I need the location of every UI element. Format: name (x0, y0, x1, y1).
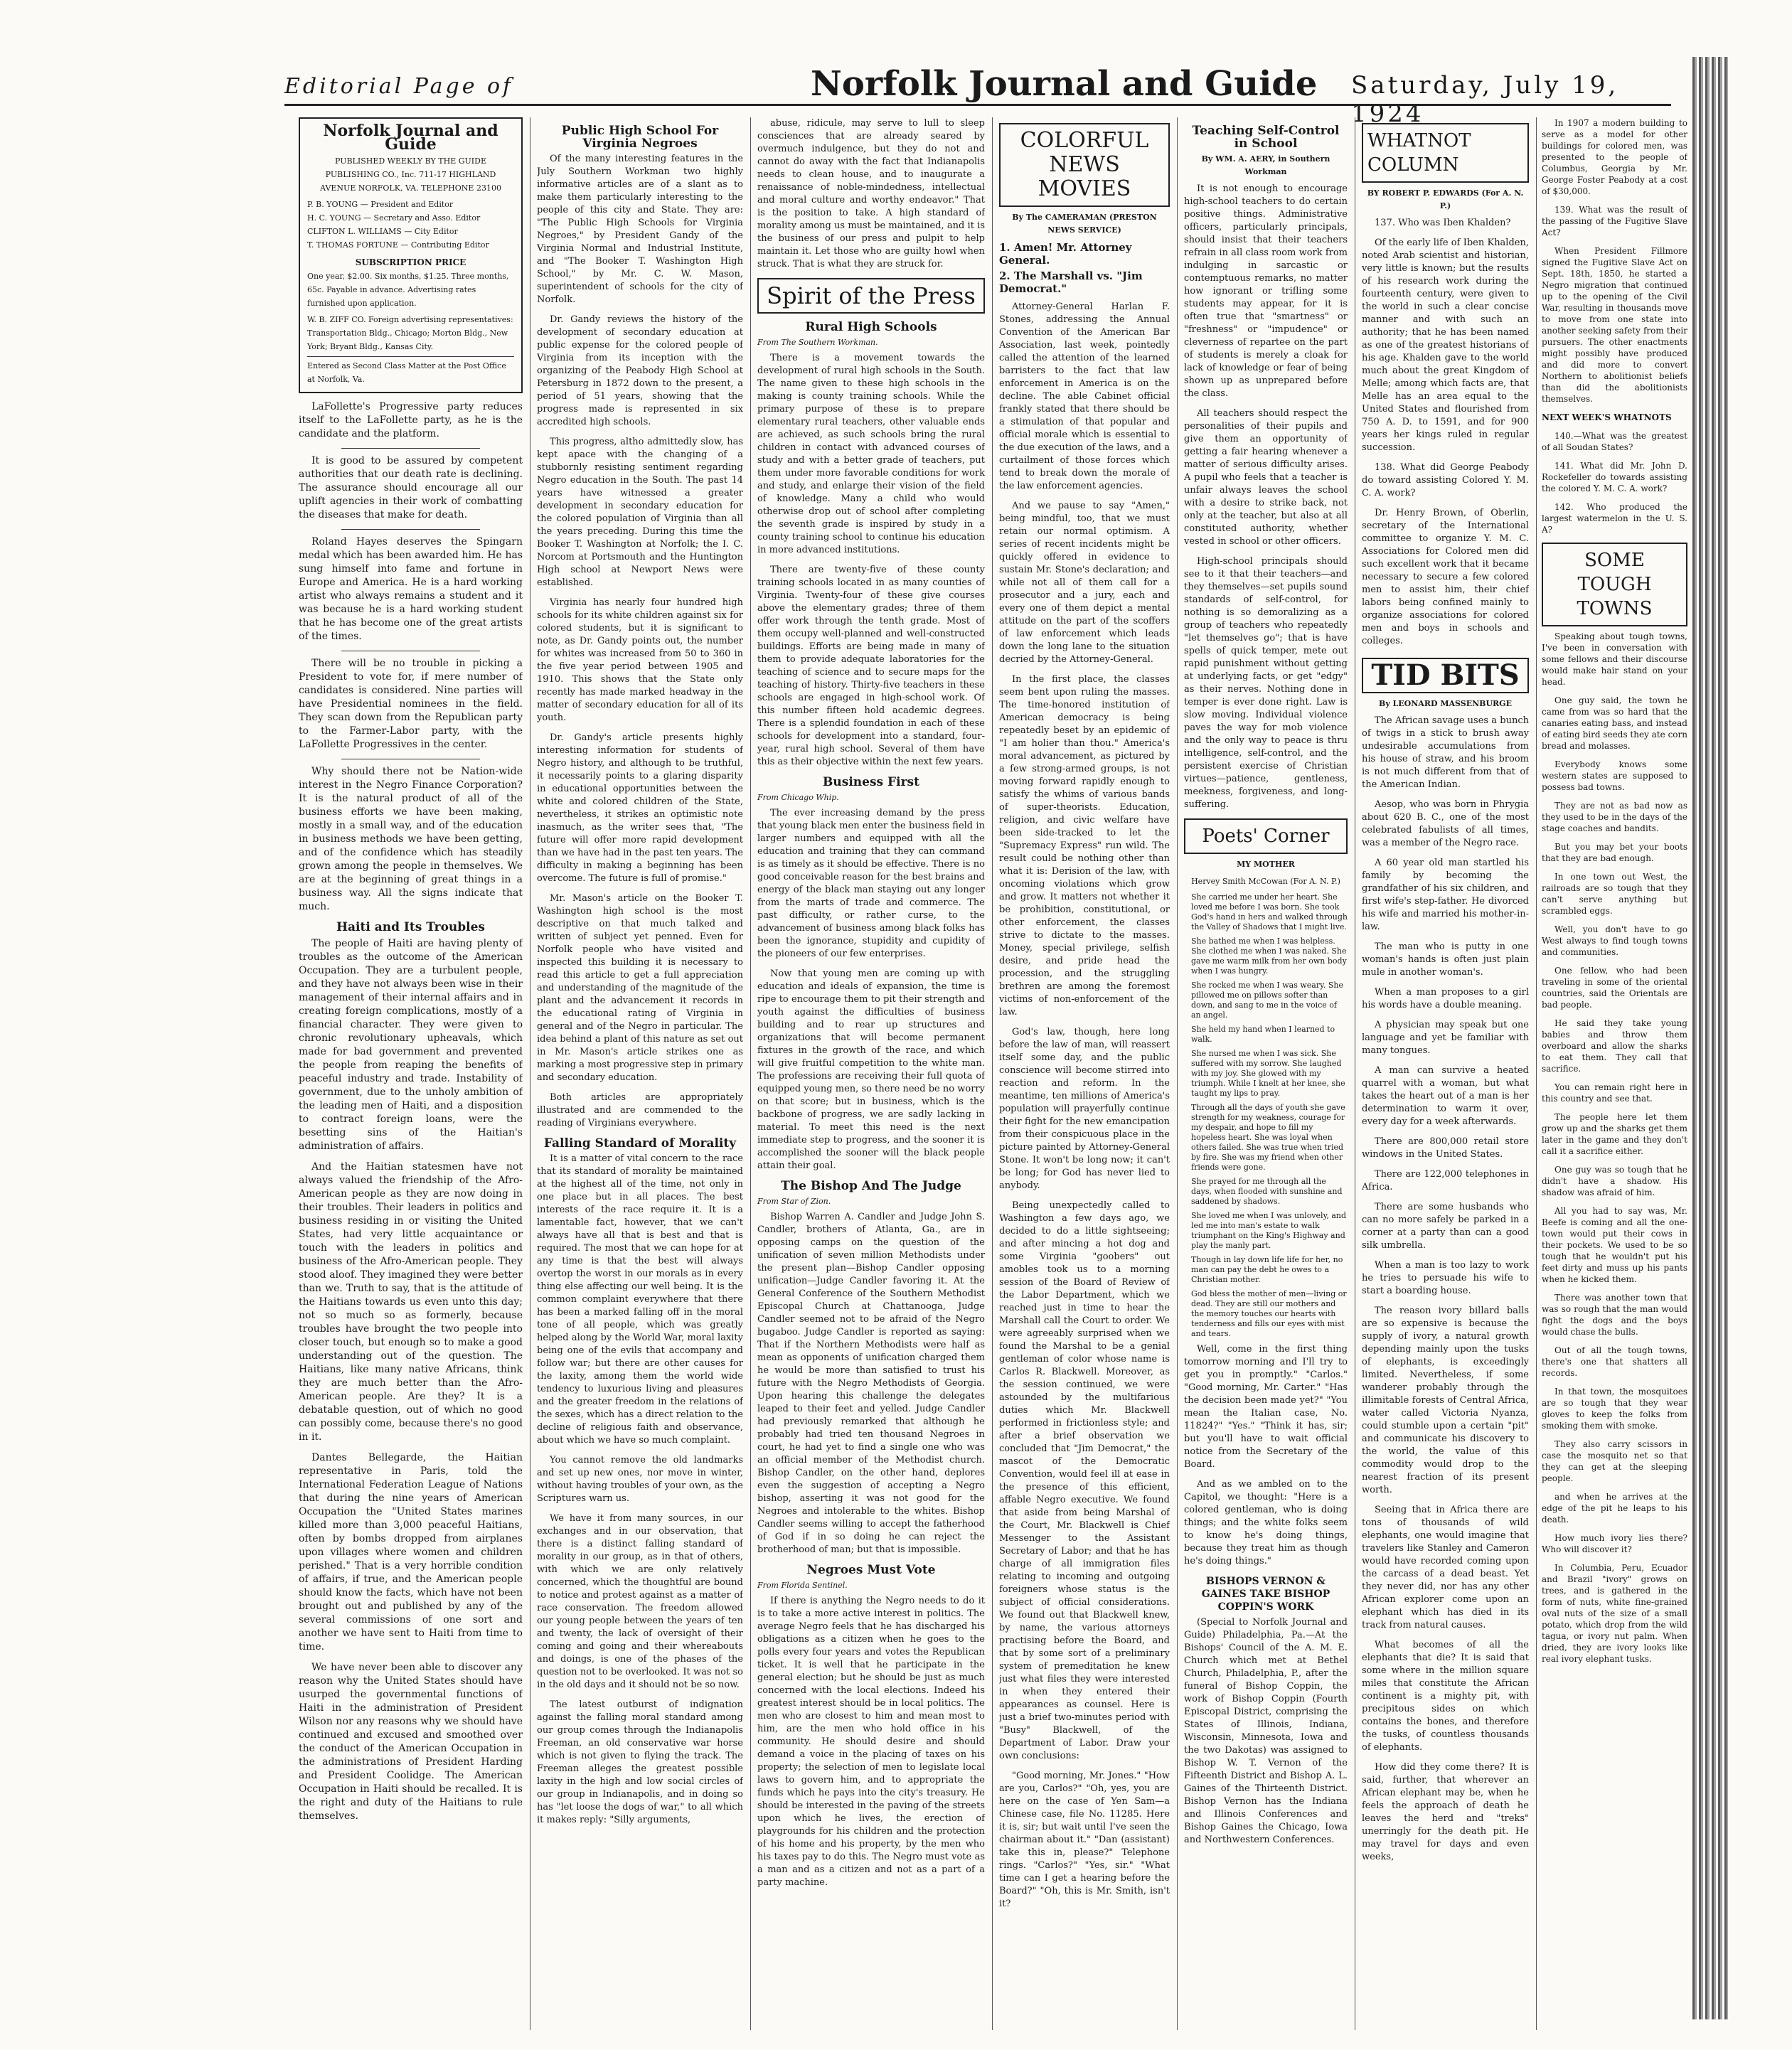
nameplate: Norfolk Journal and Guide (323, 122, 498, 154)
tidbit: How did they come there? It is said, further, that wherever an African elephant may be, when he feels the approach of death he leaves the herd and "treks" unerringly for the death pit. He may travel for days and even weeks, (1362, 1762, 1529, 1862)
column-rule (750, 117, 751, 2030)
masthead (284, 60, 1671, 128)
poem-body (1191, 892, 1348, 1339)
article-paragraph: In 1907 a modern building to serve as a model for other buildings for colored men, was presented to the people of Columbus, Georgia by Mr. George Foster Peabody at a cost of $30,000. (1542, 118, 1687, 196)
article-paragraph: Out of all the tough towns, there's one that shatters all records. (1542, 1345, 1687, 1378)
column-rule (1177, 117, 1178, 2030)
editorial-paragraph: Roland Hayes deserves the Spingarn medal which has been awarded him. He has sung himself into fame and fortune in Europe and America. He is a hard working artist who always remains a student and it was because he is a hard working student that he has become one of the great artists of the times. (299, 536, 523, 642)
section-heading-some-tough-towns: SOME TOUGH TOWNS (1542, 543, 1687, 626)
staff-line: CLIFTON L. WILLIAMS — City Editor (307, 227, 458, 236)
subheading: NEXT WEEK'S WHATNOTS (1542, 412, 1672, 422)
masthead-rule (284, 104, 1671, 106)
editorial-paragraph: It is good to be assured by competent authorities that our death rate is declining. The assurance should encourage all our uplift agencies in their work of combatting the diseases that make for death. (299, 455, 523, 520)
article-paragraph: Dr. Gandy reviews the history of the development of secondary education at public expense for the colored people of Virginia from its inception with the organizing of the Peabody High School at Petersburg in 1872 down to the present, a period of 51 years, showing that the progress made is represented in six accredited high schools. (537, 314, 743, 427)
tidbit: There are some husbands who can no more safely be parked in a corner at a party than can a good silk umbrella. (1362, 1202, 1529, 1251)
article-paragraph: They also carry scissors in case the mosquito net so that they can get at the sleeping people. (1542, 1439, 1687, 1483)
article-paragraph: (Special to Norfolk Journal and Guide) Philadelphia, Pa.—At the Bishops' Council of the A. M. E. Church which met at Bethel Church, Philadelphia, P., after the funeral of Bishop Coppin, the work of Bishop Coppin (Fourth Episcopal District, comprising the States of Illinois, Indiana, Wisconsin, Minnesota, Iowa and the two Dakotas) was assigned to Bishop W. T. Vernon of the Fifteenth District and Bishop A. L. Gaines of the Thirteenth District. Bishop Vernon has the Indiana and Illinois Conferences and Bishop Gaines the Chicago, Iowa and Northwestern Conferences. (1184, 1617, 1348, 1845)
article-paragraph: Of the early life of Iben Khalden, noted Arab scientist and historian, very little is known; but the results of his research work during the fourteenth century, were given to the world in such a clear concise manner and with such an authority; that he has been named as one of the greatest historians of his age. Khalden gave to the world much about the great Kingdom of Melle; among which facts are, that Melle has an area equal to the United States and flourished from 750 A. D. to 1591, and for 900 years her kings ruled in regular succession. (1362, 237, 1529, 453)
tidbit: There are 800,000 retail store windows in the United States. (1362, 1136, 1529, 1160)
section-heading-spirit-of-the-press: Spirit of the Press (757, 278, 985, 314)
article-source: From Star of Zion. (757, 1197, 831, 1206)
publisher-box (299, 117, 523, 393)
article-paragraph: In Columbia, Peru, Ecuador and Brazil "ivory" grows on trees, and is gathered in the form of nuts, white fine-grained oval nuts of the size of a small potato, which drop from the wild tagua, or ivory nut palm. When dried, they are ivory looks like real ivory elephant tusks. (1542, 1563, 1687, 1664)
poem-stanza: She nursed me when I was sick. She suffered with my sorrow. She laughed with my joy. She glowed with my triumph. While I knelt at her knee, she taught my lips to pray. (1191, 1049, 1345, 1098)
poem-stanza: She rocked me when I was weary. She pillowed me on pillows softer than down, and sang to me in the voice of an angel. (1191, 981, 1343, 1020)
article-headline: BISHOPS VERNON & GAINES TAKE BISHOP COPPIN'S WORK (1201, 1576, 1330, 1613)
article-headline: Falling Standard of Morality (543, 1136, 737, 1151)
article-paragraph: You can remain right here in this country and see that. (1542, 1082, 1687, 1104)
tidbit: A man can survive a heated quarrel with a woman, but what takes the heart out of a man is her determination to warm it over, every day for a week afterwards. (1362, 1065, 1529, 1127)
divider (341, 448, 480, 449)
article-paragraph: 142. Who produced the largest watermelon in the U. S. A? (1542, 502, 1687, 535)
divider (341, 529, 480, 530)
tidbit: Aesop, who was born in Phrygia about 620 B. C., one of the most celebrated fabulists of all times, was a member of the Negro race. (1362, 799, 1529, 848)
article-paragraph: One guy said, the town he came from was so hard that the canaries eating bass, and instead of eating bird seeds they ate corn bread and molasses. (1542, 695, 1687, 751)
article-paragraph: Attorney-General Harlan F. Stones, addressing the Annual Convention of the American Bar Association, last week, pointedly called the attention of the learned barristers to the fact that law enforcement in America is on the decline. The able Cabinet official frankly stated that there should be a stimulation of that popular and official morale which is essential to the due execution of the laws, and a curtailment of those forces which tend to break down the morale of the law enforcement agencies. (999, 301, 1170, 491)
article-paragraph: One guy was so tough that he didn't have a shadow. His shadow was afraid of him. (1542, 1165, 1687, 1197)
article-paragraph: Mr. Mason's article on the Booker T. Washington high school is the most descriptive on that much talked and written of subject yet penned. Even for Norfolk people who have visited and inspected this building it is necessary to read this article to get a full appreciation and understanding of the magnitude of the plant and the advancement it records in the educational rating of Virginia in general and of the Negro in particular. The idea behind a plant of this nature as set out in Mr. Mason's article strikes one as marking a most progressive step in primary and secondary education. (537, 893, 743, 1083)
column-rule (992, 117, 993, 2030)
column-high-school (537, 117, 743, 2037)
tidbit: A physician may speak but one language and yet be familiar with many tongues. (1362, 1020, 1529, 1056)
article-paragraph: It is not enough to encourage high-school teachers to do certain positive things. Administrative officers, particularly principals, should insist that their teachers refrain in all class room work from indulging in sarcastic or contemptuous remarks, no matter how ignorant or trifling some students may appear, for it is often true that "smartness" or "freshness" or "impudence" or cleverness of repartee on the part of students is merely a cloak for lack of knowledge or fear of being shown up as unprepared before the class. (1184, 183, 1348, 399)
list-item: 2. The Marshall vs. "Jim Democrat." (999, 269, 1143, 295)
article-paragraph: In one town out West, the railroads are so tough that they can't serve anything but scrambled eggs. (1542, 872, 1687, 916)
column-news-movies (999, 117, 1170, 2037)
article-paragraph: God's law, though, here long before the law of man, will reassert itself some day, and the public conscience will become stirred into reaction and reform. In the meantime, ten millions of America's population will prayerfully continue their fight for the new emancipation from their conspicuous place in the picture painted by Attorney-General Stone. It won't be long now; it can't be long; for God has never lied to anybody. (999, 1027, 1170, 1191)
article-paragraph: 141. What did Mr. John D. Rockefeller do towards assisting the colored Y. M. C. A. work? (1542, 461, 1687, 493)
poem-stanza: She prayed for me through all the days, when flooded with sunshine and saddened by shadows. (1191, 1177, 1343, 1206)
article-paragraph: He said they take young babies and throw them overboard and allow the sharks to eat them. They call that sacrifice. (1542, 1018, 1687, 1074)
tidbit: The man who is putty in one woman's hands is often just plain mule in another woman's. (1362, 941, 1529, 978)
article-paragraph: We have never been able to discover any reason why the United States should have usurped the governmental functions of Haiti in the administration of President Wilson nor any reasons why we should have continued and excused and smoothed over the conduct of the American Occupation in the administrations of President Harding and President Coolidge. The American Occupation in Haiti should be recalled. It is the right and duty of the Haitians to rule themselves. (299, 1662, 523, 1822)
article-paragraph: Being unexpectedly called to Washington a few days ago, we decided to do a little sightseeing; and after mincing a hot dog and some Virginia "goobers" out amobles took us to a morning session of the Board of Review of the Labor Department, which we reached just in time to hear the Marshall call the Court to order. We were agreeably surprised when we found the Marshal to be a genial gentleman of color whose name is Carlos R. Blackwell. Moreover, as the session continued, we were astounded by the multifarious duties which Mr. Blackwell performed in frictionless style; and after a brief observation we concluded that "Jim Democrat," the mascot of the Democratic Convention, would feel ill at ease in the presence of this efficient, affable Negro executive. We found that aside from being Marshal of the Court, Mr. Blackwell is Chief Messenger to the Assistant Secretary of Labor; and that he has charge of all immigration files relating to incoming and outgoing foreigners whose status is the subject of official considerations. We found out that Blackwell knew, by name, the various attorneys practising before the Board, and that by some sort of a preliminary system of premeditation he knew just what files they were interested in when they entered their appearances as counsel. Here is just a brief two-minutes period with "Busy" Blackwell, of the Department of Labor. Draw your own conclusions: (999, 1200, 1170, 1761)
article-headline: The Bishop And The Judge (781, 1179, 961, 1193)
article-paragraph: We have it from many sources, in our exchanges and in our observation, that there is a distinct falling standard of morality in our group, as in that of others, with which we are only relatively concerned, which the thoughtful are bound to notice and protest against as a matter of race conservation. The freedom allowed our young people between the years of ten and twenty, the lack of oversight of their coming and going and their whereabouts and doings, is one of the phases of the question not to be overlooked. It was not so in the old days and it should not be so now. (537, 1513, 743, 1690)
staff-line: H. C. YOUNG — Secretary and Asso. Editor (307, 213, 481, 223)
staff-line: T. THOMAS FORTUNE — Contributing Editor (307, 240, 489, 250)
article-paragraph: Well, you don't have to go West always to find tough towns and communities. (1542, 924, 1687, 957)
article-paragraph: Well, come in the first thing tomorrow morning and I'll try to get you in promptly." "Carlos." "Good morning, Mr. Carter." "Has the decision been made yet?" "You mean the Italian case, No. 11824?" "Yes." "Think it has, sir; but you'll have to wait official notice from the Secretary of the Board. (1184, 1344, 1348, 1470)
article-paragraph: The people of Haiti are having plenty of troubles as the outcome of the American Occupation. They are a turbulent people, and they have not always been wise in their management of their internal affairs and in creating foreign complications, mostly of a financial character. They were given to chronic revolutionary upheavals, which made for bad government and prevented the people from reaping the benefits of peaceful industry and trade. Instability of government, due to the unholy ambition of the leading men of Haiti, and a disposition to contract foreign loans, were the besetting sins of the Haitian's administration of affairs. (299, 938, 523, 1152)
masthead-title: Norfolk Journal and Guide (811, 64, 1318, 104)
tidbit: When a man is too lazy to work he tries to persuade his wife to start a boarding house. (1362, 1260, 1529, 1296)
article-source: From The Southern Workman. (757, 338, 878, 347)
article-paragraph: Virginia has nearly four hundred high schools for its white children against six for colored students, but it is significant to note, as Dr. Gandy points out, the number for whites was increased from 50 to 360 in the five year period between 1905 and 1910. This shows that the State only recently has made marked headway in the matter of secondary education for all of its youth. (537, 597, 743, 723)
article-paragraph: There are twenty-five of these county training schools located in as many counties of Virginia. Twenty-four of these give courses above the elementary grades; three of them offer work through the tenth grade. Most of them occupy well-planned and well-constructed buildings. Efforts are being made in many of them to provide adequate laboratories for the teaching of science and to secure maps for the teaching of history. Thirty-five teachers in these schools are engaged in high-school work. Of this number fifteen hold academic degrees. There is a splendid foundation in each of these schools for development into a standard, four-year, rural high school. Several of them have this as their objective within the next few years. (757, 565, 985, 767)
article-headline: Business First (823, 775, 919, 789)
article-paragraph: You cannot remove the old landmarks and set up new ones, nor move in winter, without having troubles of your own, as the Scriptures warn us. (537, 1455, 743, 1504)
poem-stanza: She held my hand when I learned to walk. (1191, 1025, 1335, 1044)
article-headline: Public High School For Virginia Negroes (561, 124, 719, 151)
editorial-paragraph: Why should there not be Nation-wide interest in the Negro Finance Corporation? It is the natural product of all of the business efforts we have been making, mostly in a small way, and of the education in business methods we have been getting, and of the confidence which has steadily grown among the people in themselves. We are at the beginning of great things in a business way. All the signs indicate that much. (299, 766, 523, 912)
article-paragraph: All teachers should respect the personalities of their pupils and give them an opportunity of getting a fair hearing whenever a matter of serious difficulty arises. A pupil who feels that a teacher is unfair always leaves the school with a desire to strike back, not only at the teacher, but also at all constituted authority, whether vested in school or other officers. (1184, 408, 1348, 547)
article-paragraph: And we pause to say "Amen," being mindful, too, that we must retain our normal optimism. A series of recent incidents might be quickly offered in evidence to sustain Mr. Stone's declaration; and while not all of them call for a prosecutor and a jury, each and every one of them depict a mental attitude on the part of the scoffers of law enforcement which leads down the long lane to the situation decried by the Attorney-General. (999, 501, 1170, 665)
editorial-paragraph: LaFollette's Progressive party reduces itself to the LaFollette party, as he is the candidate and the platform. (299, 401, 523, 439)
article-headline: Rural High Schools (805, 320, 937, 334)
article-paragraph: The latest outburst of indignation against the falling moral standard among our group comes through the Indianapolis Freeman, an old conservative war horse which is not given to flying the track. The Freeman alleges the greatest possible laxity in the high and low social circles of our group in Indianapolis, and in doing so has "let loose the dogs of war," to all which it makes reply: "Silly arguments, (537, 1699, 743, 1825)
article-paragraph: "Good morning, Mr. Jones." "How are you, Carlos?" "Oh, yes, you are here on the case of Yen Sam—a Chinese case, file No. 11285. Here it is, sir; but wait until I've seen the chairman about it." "Dan (assistant) take this in, please?" Telephone rings. "Carlos?" "Yes, sir." "What time can I get a hearing before the Board?" "Oh, this is Mr. Smith, isn't it? (999, 1771, 1170, 1909)
article-source: From Florida Sentinel. (757, 1581, 848, 1590)
advertising-reps: W. B. ZIFF CO. Foreign advertising representatives: Transportation Bldg., Chicago; Morton Bldg., New York; Bryant Bldg., Kansas City. (307, 315, 513, 351)
column-self-control (1184, 117, 1348, 2037)
masthead-date: Saturday, July 19, 1924 (1351, 71, 1619, 128)
article-headline: Negroes Must Vote (806, 1563, 936, 1577)
article-paragraph: In the first place, the classes seem bent upon ruling the masses. The time-honored institution of American democracy is being repeatedly beset by an epidemic of "I am holier than thou." America's moral advancement, as pictured by a few strong-armed groups, is not moving forward rapidly enough to satisfy the whims of various bands of super-theorists. Education, religion, and civic welfare have been side-tracked to let the "Supremacy Express" run wild. The result could be nothing other than what it is: Derision of the law, with oncoming violations which grow and grow. It matters not whether it be prohibition, constitutional, or other enforcement, the classes strive to dictate to the masses. Money, special privilege, selfish desire, and pride head the procession, and the struggling brethren are among the foremost victims of non-enforcement of the law. (999, 674, 1170, 1018)
byline: By The CAMERAMAN (PRESTON NEWS SERVICE) (1012, 213, 1157, 235)
entered-notice: Entered as Second Class Matter at the Post Office at Norfolk, Va. (307, 356, 514, 386)
byline: BY ROBERT P. EDWARDS (For A. N. P.) (1367, 188, 1524, 210)
article-paragraph: 137. Who was Iben Khalden? (1375, 218, 1511, 228)
column-editorial-masthead (299, 117, 523, 2037)
masthead-section-label: Editorial Page of (284, 74, 514, 99)
list-item: 1. Amen! Mr. Attorney General. (999, 241, 1132, 267)
tidbit: Seeing that in Africa there are tons of thousands of wild elephants, one would imagine that travelers like Stanley and Cameron would have recorded coming upon the carcass of a dead beast. Yet they never did, nor has any other African explorer come upon an elephant which has died in its track from natural causes. (1362, 1505, 1529, 1630)
tidbit: What becomes of all the elephants that die? It is said that some where in the million square miles that constitute the African continent is a mighty pit, with precipitous sides on which contains the bones, and therefore the tusks, of countless thousands of elephants. (1362, 1640, 1529, 1753)
column-tough-towns (1542, 117, 1687, 2037)
tidbit: There are 122,000 telephones in Africa. (1362, 1169, 1529, 1192)
article-paragraph: Now that young men are coming up with education and ideals of expansion, the time is ripe to encourage them to pit their strength and youth against the difficulties of business building and to rear up structures and organizations that will become permanent fixtures in the growth of the race, and which will give fruitful competition to the white man. The professions are receiving their full quota of equipped young men, so there need be no worry on that score; but in business, which is the backbone of progress, we are sadly lacking in material. To meet this need is the next immediate step to progress, and the sooner it is accomplished the sooner will the black people attain their goal. (757, 968, 985, 1171)
staff-line: P. B. YOUNG — President and Editor (307, 200, 454, 209)
article-paragraph: They are not as bad now as they used to be in the days of the stage coaches and bandits. (1542, 801, 1687, 833)
poem-title: MY MOTHER (1237, 860, 1295, 869)
article-paragraph: The ever increasing demand by the press that young black men enter the business field in larger numbers and equipped with all the education and training that they can command is as timely as it should be effective. There is no good conceivable reason for the best brains and energy of the black man staying out any longer from the marts of trade and commerce. The past difficulty, or rather curse, to the advancement of business among black folks has been the ignorance, stupidity and cupidity of the pioneers of our few enterprises. (757, 808, 985, 959)
subscription-heading: SUBSCRIPTION PRICE (355, 257, 466, 267)
tidbit: The African savage uses a bunch of twigs in a stick to brush away undesirable accumulations from his house of straw, and his broom is not much different from that of the American Indian. (1362, 715, 1529, 790)
poem-stanza: She bathed me when I was helpless. She clothed me when I was naked. She gave me warm milk from her own body when I was hungry. (1191, 936, 1347, 976)
poem-author: Hervey Smith McCowan (For A. N. P.) (1191, 877, 1340, 886)
poem-stanza: God bless the mother of men—living or dead. They are still our mothers and the memory touches our hearts with tenderness and fills our eyes with mist and tears. (1191, 1289, 1347, 1338)
article-paragraph: High-school principals should see to it that their teachers—and they themselves—set pupils sound standards of self-control, for nothing is so demoralizing as a group of teachers who repeatedly "let themselves go"; that is have spells of quick temper, mete out rapid punishment without getting at underlying facts, or get "edgy" as their nerves. Nothing done in temper is ever done right. Law is slow moving. Individual violence paves the way for mob violence and the only way to peace is thru intelligence, self-control, and the persistent exercise of Christian virtues—patience, gentleness, meekness, forgiveness, and long-suffering. (1184, 556, 1348, 810)
article-paragraph: One fellow, who had been traveling in some of the oriental countries, said the Orientals are bad people. (1542, 966, 1687, 1010)
article-paragraph: And the Haitian statesmen have not always valued the friendship of the Afro-American people as they are now doing in their troubles. Their leaders in politics and business residing in or visiting the United States, had very little acquaintance or touch with the leaders in politics and business of the Afro-American people. They stood aloof. They imagined they were better than we. Truth to say, that is the attitude of the Haitians towards us even unto this day; not so much so as formerly, because troubles have brought the two people into closer touch, but enough so to make a good understanding out of the question. The Haitians, like many native Africans, think they are much better than the Afro-American people. Are they? It is a debatable question, out of which no good can possibly come, because there's no good in it. (299, 1161, 523, 1443)
tidbit: When a man proposes to a girl his words have a double meaning. (1362, 987, 1529, 1010)
scan-edge-artifact (1692, 57, 1728, 2019)
article-source: From Chicago Whip. (757, 793, 839, 802)
section-heading-whatnot-column: WHATNOT COLUMN (1362, 123, 1529, 183)
poem-stanza: She carried me under her heart. She loved me before I was born. She took God's hand in hers and walked through the Valley of Shadows that I might live. (1191, 892, 1348, 931)
article-paragraph: abuse, ridicule, may serve to lull to sleep consciences that are already seared by overmuch indulgence, but they do not and cannot do away with the fact that Indianapolis needs to clean house, and to inaugurate a renaissance of noble-mindedness, intellectual and moral culture and worthy endeavor." That is the position to take. A high standard of morality among us must be maintained, and it is the business of our press and pulpit to help maintain it. Let those who are guilty howl when struck. That is what they are struck for. (757, 118, 985, 269)
byline: By LEONARD MASSENBURGE (1379, 699, 1512, 708)
poem-stanza: Though in lay down life life for her, no man can pay the debt he owes to a Christian mother. (1191, 1255, 1343, 1284)
article-paragraph: When President Fillmore signed the Fugitive Slave Act on Sept. 18th, 1850, he started a Negro migration that continued up to the opening of the Civil War, resulting in thousands move to move from one state into another seeking safety from their pursuers. The other enactments might possibly have produced and did more to convert Northern to abolitionist beliefs than did the abolitionists themselves. (1542, 246, 1687, 404)
article-paragraph: But you may bet your boots that they are bad enough. (1542, 842, 1687, 863)
article-paragraph: It is a matter of vital concern to the race that its standard of morality be maintained at the highest all of the time, not only in one place but in all places. The best interests of the race require it. It is a lamentable fact, however, that we can't always have all that is best and that is required. The most that we can hope for at any time is that the best will always overtop the worst in our morals as in every thing else affecting our well being. It is the common complaint everywhere that there has been a marked falling off in the moral tone of all people, which was greatly helped along by the World War, moral laxity being one of the evils that accompany and follow war; but there are other causes for the laxity, among them the world wide tendency to luxurious living and pleasures and the greater freedom in the relations of the sexes, which has a direct relation to the decline of religious faith and observance, about which we have so much complaint. (537, 1153, 743, 1446)
subscription-text: One year, $2.00. Six months, $1.25. Three months, 65c. Payable in advance. Advertising rates furnished upon application. (307, 272, 509, 308)
article-paragraph: Speaking about tough towns, I've been in conversation with some fellows and their discourse would make hair stand on your head. (1542, 631, 1687, 687)
article-paragraph: How much ivory lies there? Who will discover it? (1542, 1533, 1687, 1554)
section-heading-poets-corner: Poets' Corner (1184, 818, 1348, 854)
staff-list (307, 198, 514, 252)
publisher-info: PUBLISHED WEEKLY BY THE GUIDE PUBLISHING CO., Inc. 711-17 HIGHLAND AVENUE NORFOLK, VA. TELEPHONE 23100 (320, 156, 501, 193)
article-paragraph: Dr. Henry Brown, of Oberlin, secretary of the International committee to organize Y. M. C. Associations for Colored men did such excellent work that it became necessary to secure a few colored men to assist him, their chief labors being confined mainly to organize associations for colored men and boys in schools and colleges. (1362, 508, 1529, 646)
column-spirit-of-press (757, 117, 985, 2037)
article-headline: Teaching Self-Control in School (1192, 124, 1340, 151)
article-paragraph: And as we ambled on to the Capitol, we thought: "Here is a colored gentleman, who is doing things; and the white folks seem to know he's doing things, because they treat him as though he's doing things." (1184, 1479, 1348, 1566)
article-paragraph: Everybody knows some western states are supposed to possess bad towns. (1542, 759, 1687, 792)
article-paragraph: The people here let them grow up and the sharks get them later in the game and they don't call it a sacrifice either. (1542, 1112, 1687, 1156)
tidbit: A 60 year old man startled his family by becoming the grandfather of his six children, and first wife's step-father. He divorced his wife and married his mother-in-law. (1362, 858, 1529, 932)
article-paragraph: Dr. Gandy's article presents highly interesting information for students of Negro history, and although to be truthful, it necessarily points to a glaring disparity in educational opportunities between the white and colored children of the State, nevertheless, it strikes an optimistic note inasmuch, as the writer sees that, "The future will offer more rapid development than we have had in the past ten years. The difficulty in making a beginning has been overcome. The future is full of promise." (537, 732, 743, 884)
tidbit: The reason ivory billard balls are so expensive is because the supply of ivory, a natural growth depending mainly upon the tusks of elephants, is exceedingly limited. Nevertheless, if some wanderer probably through the illimitable forests of Central Africa, water called Victoria Nyanza, could stumble upon a certain "pit" and communicate his discovery to the world, the value of this commodity would drop to the nearest fraction of its present worth. (1362, 1306, 1529, 1495)
article-paragraph: Dantes Bellegarde, the Haitian representative in Paris, told the International Federation League of Nations that during the nine years of American Occupation the "United States marines killed more than 3,000 peaceful Haitians, often by bombs dropped from airplanes upon villages where women and children perished." That is a very horrible condition of affairs, if true, and the American people should know the facts, which have not been brought out and published by any of the several commissions of one sort and another we have sent to Haiti from time to time. (299, 1452, 523, 1653)
article-paragraph: 139. What was the result of the passing of the Fugitive Slave Act? (1542, 205, 1687, 237)
article-paragraph: Both articles are appropriately illustrated and are commended to the reading of Virginians everywhere. (537, 1092, 743, 1128)
article-paragraph: 140.—What was the greatest of all Soudan States? (1542, 431, 1687, 452)
article-paragraph: 138. What did George Peabody do toward assisting Colored Y. M. C. A. work? (1362, 462, 1529, 498)
article-paragraph: Bishop Warren A. Candler and Judge John S. Candler, brothers of Atlanta, Ga., are in opposing camps on the question of the unification of seven million Methodists under the present plan—Bishop Candler opposing unification—Judge Candler favoring it. At the General Conference of the Southern Methodist Episcopal Church at Chattanooga, Judge Candler seemed not to be afraid of the Negro bugaboo. Judge Candler is reported as saying: That if the Northern Methodists were half as mean as opponents of unification charged them he would be more than satisfied to trust his future with the Negro Methodists of Georgia. Upon hearing this challenge the delegates leaped to their feet and yelled. Judge Candler had previously remarked that although he probably had tried ten thousand Negroes in court, he had yet to find a single one who was an official member of the Methodist church. Bishop Candler, on the other hand, deplores even the suggestion of accepting a Negro bishop, asserting it was not good for the Negroes and intolerable to the whites. Bishop Candler seems willing to accept the fatherhood of God if in so doing he can reject the brotherhood of man; but that is impossible. (757, 1212, 985, 1555)
column-whatnot-tidbits (1362, 117, 1529, 2037)
byline: By WM. A. AERY, in Southern Workman (1201, 154, 1330, 176)
column-rule (1536, 117, 1537, 2030)
article-paragraph: There was another town that was so rough that the man would fight the dogs and the boys would chase the bulls. (1542, 1293, 1687, 1337)
article-paragraph: If there is anything the Negro needs to do it is to take a more active interest in politics. The average Negro feels that he has discharged his obligations as a citizen when he goes to the polls every four years and votes the Republican ticket. It is well that he participate in the general election; but he should be just as much concerned with the local elections. Indeed his greatest interest should be in local politics. The men who are closest to him and mean most to him, are the men who hold office in his community. He should desire and should demand a voice in the placing of taxes on his property; the selection of men to legislate local laws to govern him, and to appropriate the funds which he pays into the city's treasury. He should be interested in the paving of the streets upon which he lives, the erection of playgrounds for his children and the protection of his home and his property, by the men who his taxes pay to do this. The Negro must vote as a man and as a citizen and not as a part of a party machine. (757, 1596, 985, 1888)
article-headline: Haiti and Its Troubles (336, 920, 486, 934)
poem-stanza: Through all the days of youth she gave strength for my weakness, courage for my despair, and hope to fill my hopeless heart. She was loyal when others failed. She was true when tried by fire. She was my friend when other friends were gone. (1191, 1103, 1345, 1172)
article-paragraph: Of the many interesting features in the July Southern Workman two highly informative articles are of a slant as to make them particularly interesting to the people of this city and State. They are: "The Public High Schools for Virginia Negroes," by President Gandy of the Virginia Normal and Industrial Institute, and "The Booker T. Washington High School," by Mr. C. W. Mason, superintendent of schools for the city of Norfolk. (537, 154, 743, 305)
editorial-paragraph: There will be no trouble in picking a President to vote for, if mere number of candidates is considered. Nine parties will have Presidential nominees in the field. They scan down from the Republican party to the Farmer-Labor party, with the LaFollette Progressives in the center. (299, 658, 523, 750)
section-heading-colorful-news-movies: COLORFUL NEWS MOVIES (999, 123, 1170, 207)
section-heading-tid-bits: TID BITS (1362, 658, 1529, 693)
article-paragraph: There is a movement towards the development of rural high schools in the South. The name given to these high schools in the making is county training schools. While the primary purpose of these is to prepare elementary rural teachers, other valuable ends are achieved, as such schools bring the rural children in contact with advanced courses of study and with a better grade of teachers, put them under more favorable conditions for work and study, and enlarge their vision of the field of knowledge. Many a child who would otherwise drop out of school after completing the seventh grade is inspired by study in a county training school to continue his education in more advanced institutions. (757, 353, 985, 555)
article-paragraph: In that town, the mosquitoes are so tough that they wear gloves to keep the folks from smoking them with smoke. (1542, 1387, 1687, 1431)
article-paragraph: and when he arrives at the edge of the pit he leaps to his death. (1542, 1492, 1687, 1525)
article-paragraph: All you had to say was, Mr. Beefe is coming and all the one-town would put their cows in their pockets. We used to be so tough that he wouldn't put his feet dirty and muss up his pants when he kicked them. (1542, 1206, 1687, 1284)
article-paragraph: This progress, altho admittedly slow, has kept apace with the changing of a stubbornly resisting sentiment regarding Negro education in the South. The past 14 years have witnessed a greater development in secondary education for the colored population of Virginia than all the years preceding. During this time the Booker T. Washington at Norfolk; the I. C. Norcom at Portsmouth and the Huntington High school at Newport News were established. (537, 437, 743, 588)
poem-stanza: She loved me when I was unlovely, and led me into man's estate to walk triumphant on the King's Highway and play the manly part. (1191, 1211, 1346, 1250)
